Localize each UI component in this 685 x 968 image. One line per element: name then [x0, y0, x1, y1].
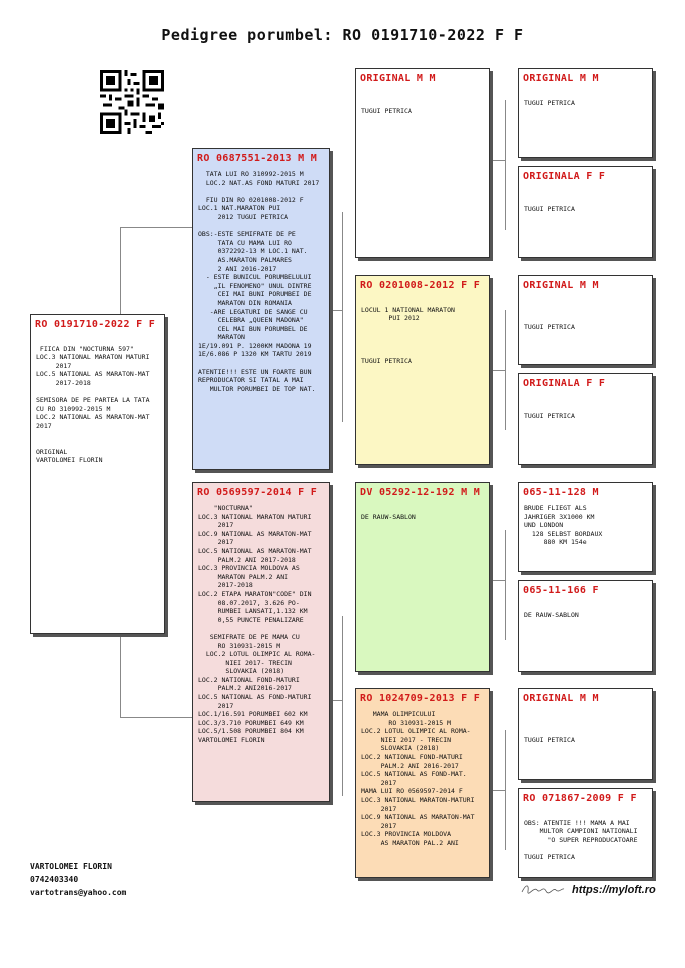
connector-line: [342, 212, 343, 422]
sire-details: TATA LUI RO 310992-2015 M LOC.2 NAT.AS FOND MATURI 2017 FIU DIN RO 0201008-2012 F LOC.1 NAT.MARATON PUI 2012 TUGUI PETRICA OBS:-ESTE SEMIFRATE DE PE TATA CU MAMA LUI RO 0372292-13 M LOC.1 NAT. AS.MARATON PALMARES 2 ANI 2016-2017 - ESTE BUNICUL PORUMBELULUI „IL FENOMENO" UNUL DINTRE CEI MAI BUNI PORUMBEI DE MARATON DIN ROMANIA -ARE LEGATURI DE SANGE CU CELEBRA „QUEEN MADONA" CEL MAI BUN PORUMBEL DE MARATON 1E/19.091 P. 1200KM MADONA 19 1E/6.086 P 1320 KM TARTU 2019 ATENTIE!!! ESTE UN FOARTE BUN REPRODUCATOR SI TATAL A MAI MULTOR PORUMBEI DE TOP NAT.: [198, 170, 320, 393]
subject-ring: RO 0191710-2022 F F: [35, 319, 156, 330]
dam-sire-card[interactable]: [355, 482, 490, 672]
owner-name: VARTOLOMEI FLORIN: [30, 862, 112, 871]
connector-line: [120, 717, 192, 718]
dds-card[interactable]: [518, 688, 653, 780]
ssd-card[interactable]: [518, 166, 653, 258]
page-title: Pedigree porumbel: RO 0191710-2022 F F: [161, 26, 524, 44]
dam-ring: RO 0569597-2014 F F: [197, 487, 318, 498]
dsd-ring: 065-11-166 F: [523, 585, 599, 596]
owner-contact: [30, 860, 126, 899]
ddd-card[interactable]: [518, 788, 653, 878]
connector-line: [330, 700, 343, 701]
sire-sire-details: TUGUI PETRICA: [361, 107, 412, 116]
dds-ring: ORIGINAL M M: [523, 693, 599, 704]
owner-email[interactable]: vartotrans@yahoo.com: [30, 888, 127, 897]
signature-icon: [520, 882, 566, 896]
ssd-details: TUGUI PETRICA: [524, 205, 575, 214]
dam-dam-card[interactable]: [355, 688, 490, 878]
sss-ring: ORIGINAL M M: [523, 73, 599, 84]
sire-dam-ring: RO 0201008-2012 F F: [360, 280, 481, 291]
sire-sire-card[interactable]: [355, 68, 490, 258]
ssd-ring: ORIGINALA F F: [523, 171, 606, 182]
sdd-details: TUGUI PETRICA: [524, 412, 575, 421]
qr-code-icon: [100, 70, 164, 134]
ddd-ring: RO 071867-2009 F F: [523, 793, 637, 804]
sss-card[interactable]: [518, 68, 653, 158]
sire-sire-ring: ORIGINAL M M: [360, 73, 436, 84]
sds-card[interactable]: [518, 275, 653, 365]
connector-line: [490, 790, 506, 791]
connector-line: [120, 227, 192, 228]
sdd-card[interactable]: [518, 373, 653, 465]
dsd-details: DE RAUW-SABLON: [524, 610, 579, 619]
sss-details: TUGUI PETRICA: [524, 98, 575, 107]
dam-details: "NOCTURNA" LOC.3 NATIONAL MARATON MATURI 2017 LOC.9 NATIONAL AS MARATON-MAT 2017 LOC.5 NATIONAL AS MARATON-MAT PALM.2 ANI 2017-2018 LOC.3 PROVINCIA MOLDOVA AS MARATON PALM.2 ANI 2017-2018 LOC.2 ETAPA MARATON"CODE" DIN 08.07.2017, 3.626 PO- RUMBEI LANSATI,1.132 KM 0,55 PUNCTE PENALIZARE SEMIFRATE DE PE MAMA CU RO 310931-2015 M LOC.2 LOTUL OLIMPIC AL ROMA- NIEI 2017- TRECIN SLOVAKIA (2018) LOC.2 NATIONAL FOND-MATURI PALM.2 ANI2016-2017 LOC.5 NATIONAL AS FOND-MATURI 2017 LOC.1/16.591 PORUMBEI 602 KM LOC.3/3.710 PORUMBEI 649 KM LOC.5/1.508 PORUMBEI 804 KM VARTOLOMEI FLORIN: [198, 504, 316, 745]
dam-card[interactable]: [192, 482, 330, 802]
owner-phone: 0742403340: [30, 875, 79, 884]
sire-dam-details: LOCUL 1 NATIONAL MARATON PUI 2012 TUGUI PETRICA: [361, 305, 455, 366]
dss-card[interactable]: [518, 482, 653, 572]
dam-sire-ring: DV 05292-12-192 M M: [360, 487, 481, 498]
dss-details: BRUDE FLIEGT ALS JAHRIGER 3X1000 KM UND LONDON 128 SELBST BORDAUX 880 KM 154e: [524, 504, 603, 547]
sds-ring: ORIGINAL M M: [523, 280, 599, 291]
connector-line: [342, 616, 343, 796]
dam-sire-details: DE RAUW-SABLON: [361, 512, 416, 521]
connector-line: [490, 370, 506, 371]
sdd-ring: ORIGINALA F F: [523, 378, 606, 389]
connector-line: [505, 530, 506, 640]
sire-card[interactable]: [192, 148, 330, 470]
dsd-card[interactable]: [518, 580, 653, 672]
website-link[interactable]: https://myloft.ro: [572, 884, 656, 896]
connector-line: [490, 580, 506, 581]
ddd-details: OBS: ATENTIE !!! MAMA A MAI MULTOR CAMPIONI NATIONALI "O SUPER REPRODUCATOARE TUGUI PETRICA: [524, 818, 638, 861]
dds-details: TUGUI PETRICA: [524, 735, 575, 744]
dam-dam-details: MAMA OLIMPICULUI RO 310931-2015 M LOC.2 LOTUL OLIMPIC AL ROMA- NIEI 2017 - TRECIN SLOVAKIA (2018) LOC.2 NATIONAL FOND-MATURI PALM.2 ANI 2016-2017 LOC.5 NATIONAL AS FOND-MAT. 2017 MAMA LUI RO 0569597-2014 F LOC.3 NATIONAL MARATON-MATURI 2017 LOC.9 NATIONAL AS MARATON-MAT 2017 LOC.3 PROVINCIA MOLDOVA AS MARATON PAL.2 ANI: [361, 710, 475, 847]
sire-ring: RO 0687551-2013 M M: [197, 153, 318, 164]
connector-line: [330, 310, 343, 311]
sire-dam-card[interactable]: [355, 275, 490, 465]
connector-line: [505, 100, 506, 230]
subject-details: FIICA DIN "NOCTURNA 597" LOC.3 NATIONAL MARATON MATURI 2017 LOC.5 NATIONAL AS MARATON-MAT 2017-2018 SEMISORA DE PE PARTEA LA TATA CU RO 310992-2015 M LOC.2 NATIONAL AS MARATON-MAT 2017 ORIGINAL VARTOLOMEI FLORIN: [36, 344, 150, 465]
dss-ring: 065-11-128 M: [523, 487, 599, 498]
sds-details: TUGUI PETRICA: [524, 322, 575, 331]
connector-line: [490, 160, 506, 161]
subject-card[interactable]: [30, 314, 165, 634]
dam-dam-ring: RO 1024709-2013 F F: [360, 693, 481, 704]
